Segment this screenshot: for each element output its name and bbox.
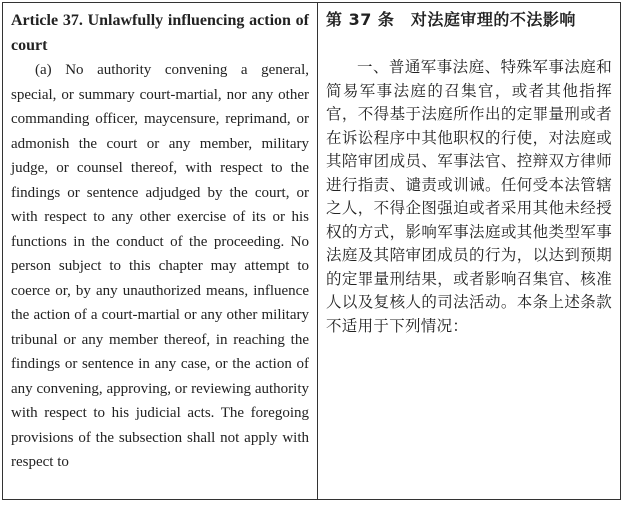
english-article-body bbox=[11, 58, 309, 475]
english-column bbox=[3, 3, 318, 499]
english-article-title: Article 37. Unlawfully influencing action of court bbox=[11, 12, 309, 54]
chinese-article-title: 第 37 条 对法庭审理的不法影响 bbox=[326, 10, 576, 29]
bilingual-table bbox=[2, 2, 621, 500]
english-article-text: (a) No authority convening a general, special, or summary court-martial, nor any other commanding officer, maycensure, reprimand, or admonish the court or any member, military judge, or counsel thereof, with respect to the findings or sentence adjudged by the court, or with respect to any other exercise of its or his functions in the conduct of the proceeding. No person subject to this chapter may attempt to coerce or, by any unauthorized means, influence the action of a court-martial or any other military tribunal or any member thereof, in reaching the findings or sentence in any case, or the action of any convening, approving, or reviewing authority with respect to his judicial acts. The foregoing provisions of the subsection shall not apply with respect to bbox=[11, 62, 309, 470]
chinese-article-body: 一、普通军事法庭、特殊军事法庭和简易军事法庭的召集官，或者其他指挥官，不得基于法庭所作出的定罪量刑或者在诉讼程序中其他职权的行使，对法庭或其陪审团成员、军事法官、控辩双方律师进行指责、谴责或训诫。任何受本法管辖之人，不得企图强迫或者采用其他未经授权的方式，影响军事法庭或其他类型军事法庭及其陪审团成员的行为，以达到预期的定罪量刑结果，或者影响召集官、核准人以及复核人的司法活动。本条上述条款不适用于下列情况： bbox=[326, 58, 612, 335]
chinese-column bbox=[318, 3, 620, 499]
